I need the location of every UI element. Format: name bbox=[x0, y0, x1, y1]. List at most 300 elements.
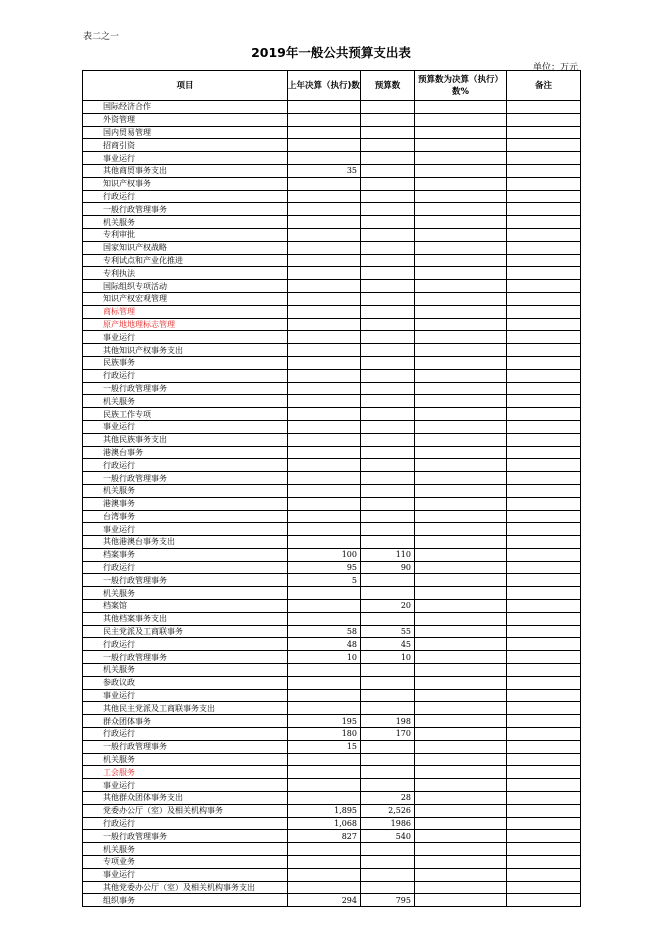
row-budget-value bbox=[361, 305, 415, 318]
row-budget-value bbox=[361, 177, 415, 190]
row-budget-value: 110 bbox=[361, 548, 415, 561]
row-item-name: 外资管理 bbox=[83, 113, 288, 126]
row-last-year-value bbox=[288, 126, 361, 139]
row-last-year-value bbox=[288, 702, 361, 715]
row-budget-value: 170 bbox=[361, 728, 415, 741]
row-budget-value bbox=[361, 574, 415, 587]
table-row bbox=[83, 254, 581, 267]
table-row bbox=[83, 101, 581, 114]
row-note bbox=[507, 459, 581, 472]
table-row bbox=[83, 190, 581, 203]
row-budget-value bbox=[361, 369, 415, 382]
row-item-name: 参政议政 bbox=[83, 676, 288, 689]
row-budget-value: 795 bbox=[361, 894, 415, 907]
row-item-name: 一般行政管理事务 bbox=[83, 574, 288, 587]
row-budget-value: 540 bbox=[361, 830, 415, 843]
row-ratio-value bbox=[415, 369, 507, 382]
row-budget-value bbox=[361, 612, 415, 625]
row-ratio-value bbox=[415, 779, 507, 792]
row-item-name: 知识产权宏观管理 bbox=[83, 292, 288, 305]
row-ratio-value bbox=[415, 254, 507, 267]
row-item-name: 机关服务 bbox=[83, 216, 288, 229]
row-item-name: 商标管理 bbox=[83, 305, 288, 318]
row-note bbox=[507, 497, 581, 510]
table-row bbox=[83, 203, 581, 216]
row-item-name: 群众团体事务 bbox=[83, 715, 288, 728]
row-note bbox=[507, 472, 581, 485]
row-note bbox=[507, 894, 581, 907]
row-budget-value bbox=[361, 536, 415, 549]
row-last-year-value bbox=[288, 356, 361, 369]
row-ratio-value bbox=[415, 548, 507, 561]
row-last-year-value bbox=[288, 318, 361, 331]
row-last-year-value bbox=[288, 868, 361, 881]
row-last-year-value: 294 bbox=[288, 894, 361, 907]
row-last-year-value bbox=[288, 369, 361, 382]
row-budget-value: 28 bbox=[361, 792, 415, 805]
row-note bbox=[507, 139, 581, 152]
header-last-year: 上年决算（执行)数 bbox=[288, 71, 361, 101]
row-note bbox=[507, 241, 581, 254]
row-budget-value bbox=[361, 497, 415, 510]
row-ratio-value bbox=[415, 561, 507, 574]
row-note bbox=[507, 753, 581, 766]
row-last-year-value: 827 bbox=[288, 830, 361, 843]
row-last-year-value bbox=[288, 241, 361, 254]
row-budget-value bbox=[361, 472, 415, 485]
row-last-year-value bbox=[288, 856, 361, 869]
table-row bbox=[83, 344, 581, 357]
row-ratio-value bbox=[415, 459, 507, 472]
row-ratio-value bbox=[415, 433, 507, 446]
row-last-year-value: 1,895 bbox=[288, 804, 361, 817]
row-last-year-value bbox=[288, 203, 361, 216]
row-item-name: 机关服务 bbox=[83, 587, 288, 600]
row-budget-value: 20 bbox=[361, 600, 415, 613]
row-ratio-value bbox=[415, 203, 507, 216]
row-note bbox=[507, 446, 581, 459]
row-ratio-value bbox=[415, 715, 507, 728]
row-note bbox=[507, 203, 581, 216]
table-row bbox=[83, 638, 581, 651]
row-last-year-value bbox=[288, 600, 361, 613]
row-ratio-value bbox=[415, 843, 507, 856]
row-note bbox=[507, 574, 581, 587]
row-last-year-value bbox=[288, 676, 361, 689]
table-row bbox=[83, 779, 581, 792]
row-ratio-value bbox=[415, 126, 507, 139]
row-item-name: 专利执法 bbox=[83, 267, 288, 280]
row-ratio-value bbox=[415, 625, 507, 638]
row-ratio-value bbox=[415, 344, 507, 357]
table-row bbox=[83, 433, 581, 446]
table-row bbox=[83, 126, 581, 139]
row-item-name: 事业运行 bbox=[83, 331, 288, 344]
row-last-year-value: 195 bbox=[288, 715, 361, 728]
row-ratio-value bbox=[415, 318, 507, 331]
row-item-name: 一般行政管理事务 bbox=[83, 651, 288, 664]
row-budget-value bbox=[361, 523, 415, 536]
table-row bbox=[83, 612, 581, 625]
row-last-year-value bbox=[288, 292, 361, 305]
row-last-year-value bbox=[288, 446, 361, 459]
table-row bbox=[83, 868, 581, 881]
row-last-year-value bbox=[288, 382, 361, 395]
header-note: 备注 bbox=[507, 71, 581, 101]
row-budget-value bbox=[361, 254, 415, 267]
row-budget-value: 1986 bbox=[361, 817, 415, 830]
row-note bbox=[507, 625, 581, 638]
row-last-year-value bbox=[288, 254, 361, 267]
row-item-name: 其他港澳台事务支出 bbox=[83, 536, 288, 549]
row-ratio-value bbox=[415, 510, 507, 523]
row-item-name: 行政运行 bbox=[83, 369, 288, 382]
row-budget-value bbox=[361, 843, 415, 856]
row-item-name: 专项业务 bbox=[83, 856, 288, 869]
row-budget-value bbox=[361, 228, 415, 241]
row-item-name: 行政运行 bbox=[83, 817, 288, 830]
row-budget-value bbox=[361, 484, 415, 497]
row-item-name: 事业运行 bbox=[83, 779, 288, 792]
row-budget-value bbox=[361, 676, 415, 689]
table-row bbox=[83, 369, 581, 382]
row-budget-value bbox=[361, 702, 415, 715]
row-last-year-value: 15 bbox=[288, 740, 361, 753]
row-ratio-value bbox=[415, 638, 507, 651]
row-item-name: 行政运行 bbox=[83, 638, 288, 651]
row-item-name: 行政运行 bbox=[83, 190, 288, 203]
row-budget-value bbox=[361, 126, 415, 139]
row-budget-value bbox=[361, 164, 415, 177]
table-row bbox=[83, 241, 581, 254]
row-ratio-value bbox=[415, 792, 507, 805]
row-ratio-value bbox=[415, 280, 507, 293]
row-note bbox=[507, 292, 581, 305]
row-item-name: 国内贸易管理 bbox=[83, 126, 288, 139]
row-budget-value bbox=[361, 664, 415, 677]
row-last-year-value bbox=[288, 510, 361, 523]
table-row bbox=[83, 740, 581, 753]
row-note bbox=[507, 856, 581, 869]
row-item-name: 组织事务 bbox=[83, 894, 288, 907]
table-row bbox=[83, 676, 581, 689]
row-last-year-value: 35 bbox=[288, 164, 361, 177]
row-budget-value bbox=[361, 459, 415, 472]
row-item-name: 专利试点和产业化推进 bbox=[83, 254, 288, 267]
row-last-year-value bbox=[288, 612, 361, 625]
row-budget-value bbox=[361, 753, 415, 766]
row-note bbox=[507, 101, 581, 114]
row-item-name: 事业运行 bbox=[83, 152, 288, 165]
row-item-name: 招商引资 bbox=[83, 139, 288, 152]
row-last-year-value bbox=[288, 766, 361, 779]
row-item-name: 事业运行 bbox=[83, 420, 288, 433]
row-note bbox=[507, 536, 581, 549]
row-item-name: 机关服务 bbox=[83, 484, 288, 497]
row-note bbox=[507, 305, 581, 318]
row-last-year-value bbox=[288, 689, 361, 702]
row-note bbox=[507, 548, 581, 561]
row-note bbox=[507, 638, 581, 651]
row-ratio-value bbox=[415, 497, 507, 510]
row-note bbox=[507, 126, 581, 139]
row-note bbox=[507, 190, 581, 203]
row-budget-value bbox=[361, 420, 415, 433]
row-note bbox=[507, 382, 581, 395]
table-row bbox=[83, 574, 581, 587]
table-row bbox=[83, 395, 581, 408]
row-note bbox=[507, 523, 581, 536]
row-last-year-value: 5 bbox=[288, 574, 361, 587]
row-ratio-value bbox=[415, 267, 507, 280]
row-last-year-value: 58 bbox=[288, 625, 361, 638]
row-item-name: 国家知识产权战略 bbox=[83, 241, 288, 254]
table-row bbox=[83, 408, 581, 421]
row-note bbox=[507, 152, 581, 165]
row-note bbox=[507, 113, 581, 126]
table-row bbox=[83, 446, 581, 459]
row-ratio-value bbox=[415, 536, 507, 549]
row-budget-value bbox=[361, 446, 415, 459]
row-item-name: 知识产权事务 bbox=[83, 177, 288, 190]
table-row bbox=[83, 766, 581, 779]
row-ratio-value bbox=[415, 664, 507, 677]
table-row bbox=[83, 830, 581, 843]
row-ratio-value bbox=[415, 856, 507, 869]
row-ratio-value bbox=[415, 830, 507, 843]
table-row bbox=[83, 702, 581, 715]
row-item-name: 国际经济合作 bbox=[83, 101, 288, 114]
row-last-year-value bbox=[288, 113, 361, 126]
row-note bbox=[507, 830, 581, 843]
row-budget-value bbox=[361, 344, 415, 357]
row-item-name: 一般行政管理事务 bbox=[83, 472, 288, 485]
table-row bbox=[83, 164, 581, 177]
row-last-year-value bbox=[288, 228, 361, 241]
row-item-name: 民族事务 bbox=[83, 356, 288, 369]
row-item-name: 台湾事务 bbox=[83, 510, 288, 523]
row-ratio-value bbox=[415, 651, 507, 664]
row-ratio-value bbox=[415, 113, 507, 126]
row-last-year-value: 180 bbox=[288, 728, 361, 741]
table-row bbox=[83, 561, 581, 574]
table-row bbox=[83, 113, 581, 126]
row-item-name: 机关服务 bbox=[83, 395, 288, 408]
table-row bbox=[83, 331, 581, 344]
row-note bbox=[507, 280, 581, 293]
table-row bbox=[83, 843, 581, 856]
row-budget-value: 55 bbox=[361, 625, 415, 638]
row-item-name: 一般行政管理事务 bbox=[83, 203, 288, 216]
table-row bbox=[83, 216, 581, 229]
row-note bbox=[507, 267, 581, 280]
row-item-name: 机关服务 bbox=[83, 843, 288, 856]
row-last-year-value bbox=[288, 395, 361, 408]
row-item-name: 其他党委办公厅（室）及相关机构事务支出 bbox=[83, 881, 288, 894]
row-last-year-value bbox=[288, 536, 361, 549]
row-ratio-value bbox=[415, 305, 507, 318]
table-row bbox=[83, 472, 581, 485]
row-budget-value bbox=[361, 101, 415, 114]
table-number-label: 表二之一 bbox=[83, 32, 120, 42]
row-note bbox=[507, 356, 581, 369]
row-last-year-value bbox=[288, 753, 361, 766]
row-ratio-value bbox=[415, 484, 507, 497]
row-ratio-value bbox=[415, 420, 507, 433]
row-item-name: 事业运行 bbox=[83, 689, 288, 702]
row-item-name: 机关服务 bbox=[83, 753, 288, 766]
row-budget-value: 10 bbox=[361, 651, 415, 664]
row-budget-value bbox=[361, 395, 415, 408]
row-ratio-value bbox=[415, 702, 507, 715]
row-ratio-value bbox=[415, 612, 507, 625]
table-row bbox=[83, 600, 581, 613]
table-row bbox=[83, 497, 581, 510]
row-last-year-value bbox=[288, 408, 361, 421]
table-row bbox=[83, 152, 581, 165]
row-budget-value bbox=[361, 868, 415, 881]
row-last-year-value bbox=[288, 792, 361, 805]
row-last-year-value: 1,068 bbox=[288, 817, 361, 830]
row-note bbox=[507, 740, 581, 753]
row-ratio-value bbox=[415, 408, 507, 421]
row-note bbox=[507, 228, 581, 241]
row-note bbox=[507, 664, 581, 677]
row-last-year-value bbox=[288, 305, 361, 318]
row-ratio-value bbox=[415, 177, 507, 190]
row-item-name: 其他知识产权事务支出 bbox=[83, 344, 288, 357]
row-budget-value bbox=[361, 856, 415, 869]
table-row bbox=[83, 894, 581, 907]
row-ratio-value bbox=[415, 446, 507, 459]
row-last-year-value bbox=[288, 216, 361, 229]
row-item-name: 行政运行 bbox=[83, 459, 288, 472]
table-row bbox=[83, 280, 581, 293]
row-note bbox=[507, 561, 581, 574]
row-last-year-value bbox=[288, 843, 361, 856]
row-note bbox=[507, 369, 581, 382]
row-note bbox=[507, 766, 581, 779]
row-budget-value bbox=[361, 190, 415, 203]
row-ratio-value bbox=[415, 164, 507, 177]
row-budget-value bbox=[361, 292, 415, 305]
row-last-year-value bbox=[288, 267, 361, 280]
row-note bbox=[507, 676, 581, 689]
row-note bbox=[507, 715, 581, 728]
row-last-year-value bbox=[288, 344, 361, 357]
row-ratio-value bbox=[415, 600, 507, 613]
row-note bbox=[507, 177, 581, 190]
row-ratio-value bbox=[415, 331, 507, 344]
row-budget-value bbox=[361, 139, 415, 152]
table-row bbox=[83, 292, 581, 305]
row-last-year-value bbox=[288, 177, 361, 190]
row-note bbox=[507, 612, 581, 625]
row-budget-value bbox=[361, 356, 415, 369]
row-budget-value bbox=[361, 280, 415, 293]
row-note bbox=[507, 817, 581, 830]
row-ratio-value bbox=[415, 382, 507, 395]
row-item-name: 党委办公厅（室）及相关机构事务 bbox=[83, 804, 288, 817]
row-item-name: 事业运行 bbox=[83, 523, 288, 536]
row-ratio-value bbox=[415, 356, 507, 369]
table-row bbox=[83, 548, 581, 561]
row-ratio-value bbox=[415, 139, 507, 152]
row-ratio-value bbox=[415, 228, 507, 241]
row-last-year-value bbox=[288, 881, 361, 894]
row-budget-value bbox=[361, 382, 415, 395]
row-note bbox=[507, 433, 581, 446]
table-row bbox=[83, 792, 581, 805]
row-last-year-value bbox=[288, 190, 361, 203]
row-ratio-value bbox=[415, 804, 507, 817]
row-last-year-value: 10 bbox=[288, 651, 361, 664]
row-last-year-value bbox=[288, 152, 361, 165]
row-last-year-value bbox=[288, 433, 361, 446]
row-note bbox=[507, 587, 581, 600]
table-row bbox=[83, 856, 581, 869]
row-ratio-value bbox=[415, 152, 507, 165]
table-row bbox=[83, 804, 581, 817]
row-item-name: 机关服务 bbox=[83, 664, 288, 677]
row-budget-value bbox=[361, 766, 415, 779]
row-last-year-value bbox=[288, 664, 361, 677]
row-item-name: 民主党派及工商联事务 bbox=[83, 625, 288, 638]
row-budget-value bbox=[361, 433, 415, 446]
row-ratio-value bbox=[415, 395, 507, 408]
row-item-name: 专利审批 bbox=[83, 228, 288, 241]
row-ratio-value bbox=[415, 216, 507, 229]
budget-table bbox=[82, 70, 581, 907]
table-row bbox=[83, 536, 581, 549]
row-item-name: 其他商贸事务支出 bbox=[83, 164, 288, 177]
row-ratio-value bbox=[415, 676, 507, 689]
row-last-year-value bbox=[288, 587, 361, 600]
table-row bbox=[83, 420, 581, 433]
row-note bbox=[507, 689, 581, 702]
row-budget-value: 2,526 bbox=[361, 804, 415, 817]
row-last-year-value bbox=[288, 331, 361, 344]
row-ratio-value bbox=[415, 868, 507, 881]
row-budget-value bbox=[361, 216, 415, 229]
row-ratio-value bbox=[415, 292, 507, 305]
table-row bbox=[83, 715, 581, 728]
row-note bbox=[507, 344, 581, 357]
row-item-name: 一般行政管理事务 bbox=[83, 740, 288, 753]
row-item-name: 港澳事务 bbox=[83, 497, 288, 510]
row-budget-value: 45 bbox=[361, 638, 415, 651]
row-last-year-value bbox=[288, 459, 361, 472]
row-budget-value bbox=[361, 203, 415, 216]
row-ratio-value bbox=[415, 241, 507, 254]
row-last-year-value bbox=[288, 484, 361, 497]
table-row bbox=[83, 510, 581, 523]
table-row bbox=[83, 177, 581, 190]
row-note bbox=[507, 164, 581, 177]
row-note bbox=[507, 510, 581, 523]
row-budget-value bbox=[361, 587, 415, 600]
row-budget-value bbox=[361, 740, 415, 753]
row-note bbox=[507, 881, 581, 894]
row-budget-value bbox=[361, 318, 415, 331]
row-item-name: 档案馆 bbox=[83, 600, 288, 613]
table-row bbox=[83, 625, 581, 638]
row-last-year-value bbox=[288, 472, 361, 485]
table-row bbox=[83, 523, 581, 536]
row-note bbox=[507, 600, 581, 613]
row-item-name: 一般行政管理事务 bbox=[83, 830, 288, 843]
row-item-name: 其他民族事务支出 bbox=[83, 433, 288, 446]
